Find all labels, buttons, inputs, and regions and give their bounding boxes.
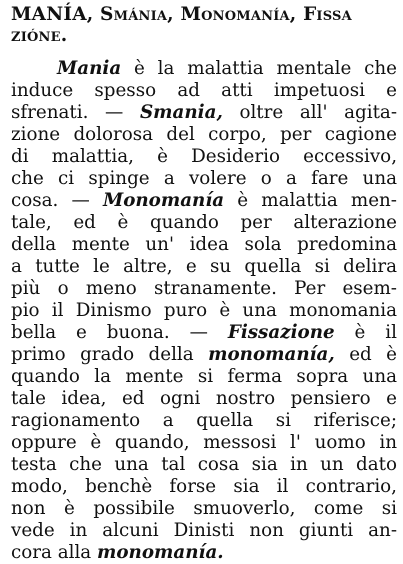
body-line: Mania è la malattia mentale che xyxy=(57,58,397,79)
body-line: tale, ed è quando per alterazione xyxy=(11,212,397,233)
entry-heading xyxy=(11,4,397,46)
heading-period: . xyxy=(60,25,68,46)
heading-term-fissazione-part2: zióne xyxy=(11,25,61,46)
body-line: zione dolorosa del corpo, per cagione xyxy=(11,124,397,145)
body-line: della mente un' idea sola predomina xyxy=(11,234,397,255)
heading-separator: , xyxy=(86,4,101,25)
body-line: cosa. — Monomanía è malattia men- xyxy=(11,190,397,211)
heading-term-smania: Smánia xyxy=(100,4,168,25)
heading-term-monomania: Monomanía xyxy=(180,4,290,25)
body-line: a tutte le altre, e su quella si delira xyxy=(11,256,397,277)
body-line: non è possibile smuoverlo, come si xyxy=(11,498,397,519)
body-line: vede in alcuni Dinisti non giunti an- xyxy=(11,520,397,541)
body-line: tale idea, ed ogni nostro pensiero e xyxy=(11,388,397,409)
body-line: modo, benchè forse sia il contrario, xyxy=(11,476,397,497)
body-line: induce spesso ad atti impetuosi e xyxy=(11,80,397,101)
body-line: che ci spinge a volere o a fare una xyxy=(11,168,397,189)
body-line: cora alla monomanía. xyxy=(11,542,224,563)
heading-separator: , xyxy=(289,4,304,25)
heading-separator: , xyxy=(167,4,181,25)
body-line: pio il Dinismo puro è una monomania xyxy=(11,300,397,321)
body-line: più o meno stranamente. Per esem- xyxy=(11,278,397,299)
body-line: ragionamento a quella si riferisce; xyxy=(11,410,397,431)
heading-term-mania: MANÍA xyxy=(11,4,87,25)
body-line: bella e buona. — Fissazione è il xyxy=(11,322,397,343)
body-line: di malattia, è Desiderio eccessivo, xyxy=(11,146,397,167)
body-line: testa che una tal cosa sia in un dato xyxy=(11,454,397,475)
body-line: primo grado della monomanía, ed è xyxy=(11,344,397,365)
heading-term-fissazione-part1: Fissa xyxy=(303,4,352,25)
body-line: oppure è quando, messosi l' uomo in xyxy=(11,432,397,453)
body-line: quando la mente si ferma sopra una xyxy=(11,366,397,387)
body-line: sfrenati. — Smania, oltre all' agita- xyxy=(11,102,397,123)
